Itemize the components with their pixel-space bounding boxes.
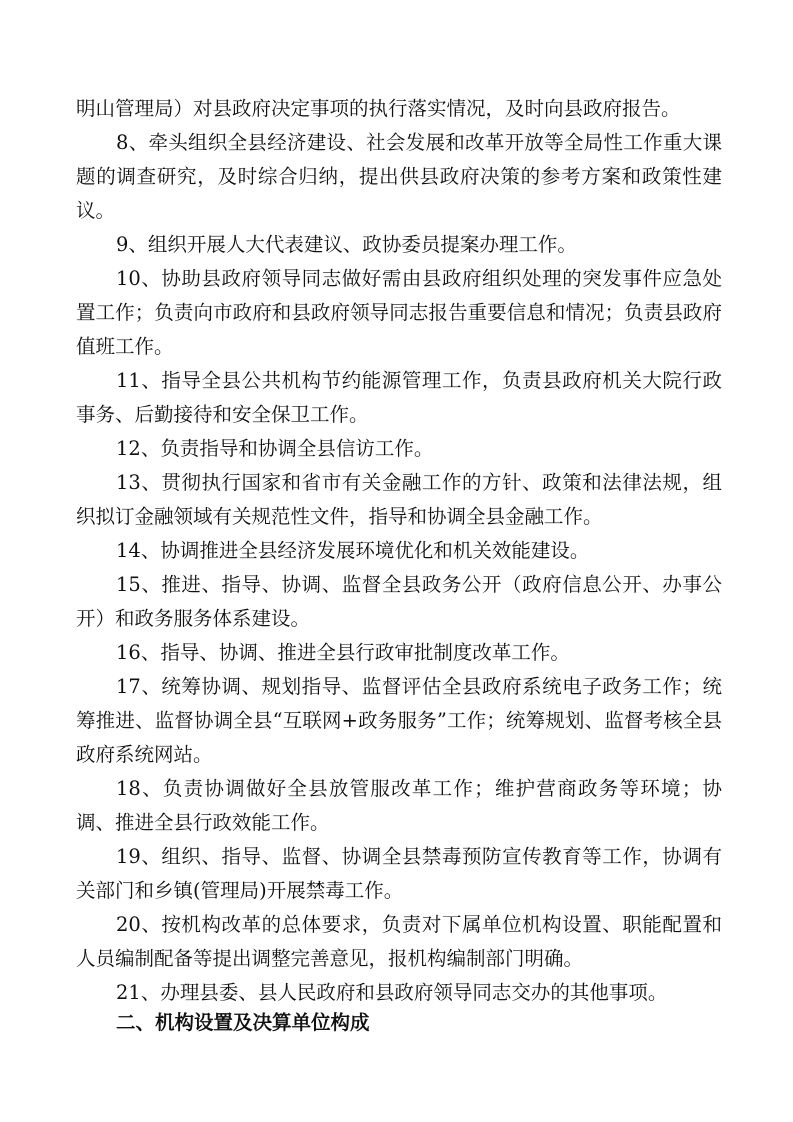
section-heading: 二、机构设置及决算单位构成 — [116, 1011, 370, 1034]
paragraph-item-15: 15、推进、指导、协调、监督全县政务公开（政府信息公开、办事公开）和政务服务体系建设。 — [76, 573, 722, 630]
body-text — [76, 92, 722, 1010]
paragraph-item-20: 20、按机构改革的总体要求，负责对下属单位机构设置、职能配置和人员编制配备等提出调整完善意见，报机构编制部门明确。 — [76, 913, 722, 970]
paragraph-item-12: 12、负责指导和协调全县信访工作。 — [116, 437, 434, 460]
paragraph-item-19: 19、组织、指导、监督、协调全县禁毒预防宣传教育等工作，协调有关部门和乡镇(管理局)开展禁毒工作。 — [76, 845, 722, 902]
paragraph-continuation: 明山管理局）对县政府决定事项的执行落实情况，及时向县政府报告。 — [76, 97, 681, 120]
paragraph-item-8: 8、牵头组织全县经济建设、社会发展和改革开放等全局性工作重大课题的调查研究，及时综合归纳，提出供县政府决策的参考方案和政策性建议。 — [76, 131, 722, 222]
paragraph-item-9: 9、组织开展人大代表建议、政协委员提案办理工作。 — [116, 233, 577, 256]
paragraph-item-11: 11、指导全县公共机构节约能源管理工作，负责县政府机关大院行政事务、后勤接待和安全保卫工作。 — [76, 369, 722, 426]
paragraph-item-16: 16、指导、协调、推进全县行政审批制度改革工作。 — [116, 641, 570, 664]
paragraph-item-13: 13、贯彻执行国家和省市有关金融工作的方针、政策和法律法规，组织拟订金融领域有关规范性文件，指导和协调全县金融工作。 — [76, 471, 722, 528]
paragraph-item-17: 17、统筹协调、规划指导、监督评估全县政府系统电子政务工作；统筹推进、监督协调全县“互联网+政务服务”工作；统筹规划、监督考核全县政府系统网站。 — [76, 675, 722, 766]
paragraph-item-10: 10、协助县政府领导同志做好需由县政府组织处理的突发事件应急处置工作；负责向市政府和县政府领导同志报告重要信息和情况；负责县政府值班工作。 — [76, 267, 722, 358]
paragraph-item-14: 14、协调推进全县经济发展环境优化和机关效能建设。 — [116, 539, 590, 562]
paragraph-item-18: 18、负责协调做好全县放管服改革工作；维护营商政务等环境；协调、推进全县行政效能工作。 — [76, 777, 722, 834]
paragraph-item-21: 21、办理县委、县人民政府和县政府领导同志交办的其他事项。 — [116, 981, 668, 1004]
